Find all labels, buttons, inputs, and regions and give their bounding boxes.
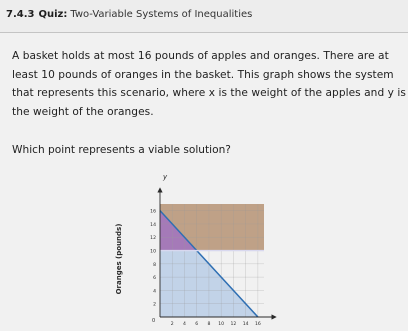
quiz-name: Two-Variable Systems of Inequalities bbox=[70, 9, 253, 20]
question-prompt: Which point represents a viable solution? bbox=[12, 144, 231, 156]
x-tick-label: 16 bbox=[254, 322, 261, 327]
x-tick-label: 4 bbox=[183, 322, 186, 327]
question-panel bbox=[0, 33, 408, 331]
x-tick-label: 14 bbox=[242, 322, 249, 327]
y-axis-arrow-label: y bbox=[163, 173, 168, 181]
y-tick-label: 14 bbox=[150, 222, 156, 228]
y-tick-label: 8 bbox=[153, 262, 156, 268]
x-tick-label: 6 bbox=[195, 322, 199, 327]
graph-svg bbox=[104, 169, 304, 331]
quiz-label: Quiz: bbox=[38, 9, 68, 20]
x-tick-label: 2 bbox=[170, 322, 174, 327]
lesson-code: 7.4.3 bbox=[6, 9, 35, 20]
y-axis-title: Oranges (pounds) bbox=[115, 223, 123, 295]
quiz-header bbox=[0, 0, 408, 33]
quiz-title bbox=[6, 9, 252, 20]
y-tick-label: 10 bbox=[150, 249, 156, 255]
y-tick-label: 6 bbox=[153, 276, 156, 282]
x-tick-label: 10 bbox=[218, 322, 225, 327]
x-tick-label: 12 bbox=[230, 322, 237, 327]
question-text: A basket holds at most 16 pounds of apples and oranges. There are at least 10 pounds of oranges in the basket. This graph shows the system that represents this scenario, where x is the weight of the apples and y is the weight of the oranges. bbox=[12, 50, 406, 118]
inequality-graph bbox=[104, 169, 304, 331]
y-tick-label: 12 bbox=[150, 236, 156, 242]
origin-label: 0 bbox=[152, 318, 156, 324]
y-tick-label: 2 bbox=[153, 302, 156, 308]
y-tick-label: 16 bbox=[150, 209, 156, 215]
y-tick-label: 4 bbox=[153, 289, 156, 295]
x-tick-label: 8 bbox=[207, 322, 211, 327]
